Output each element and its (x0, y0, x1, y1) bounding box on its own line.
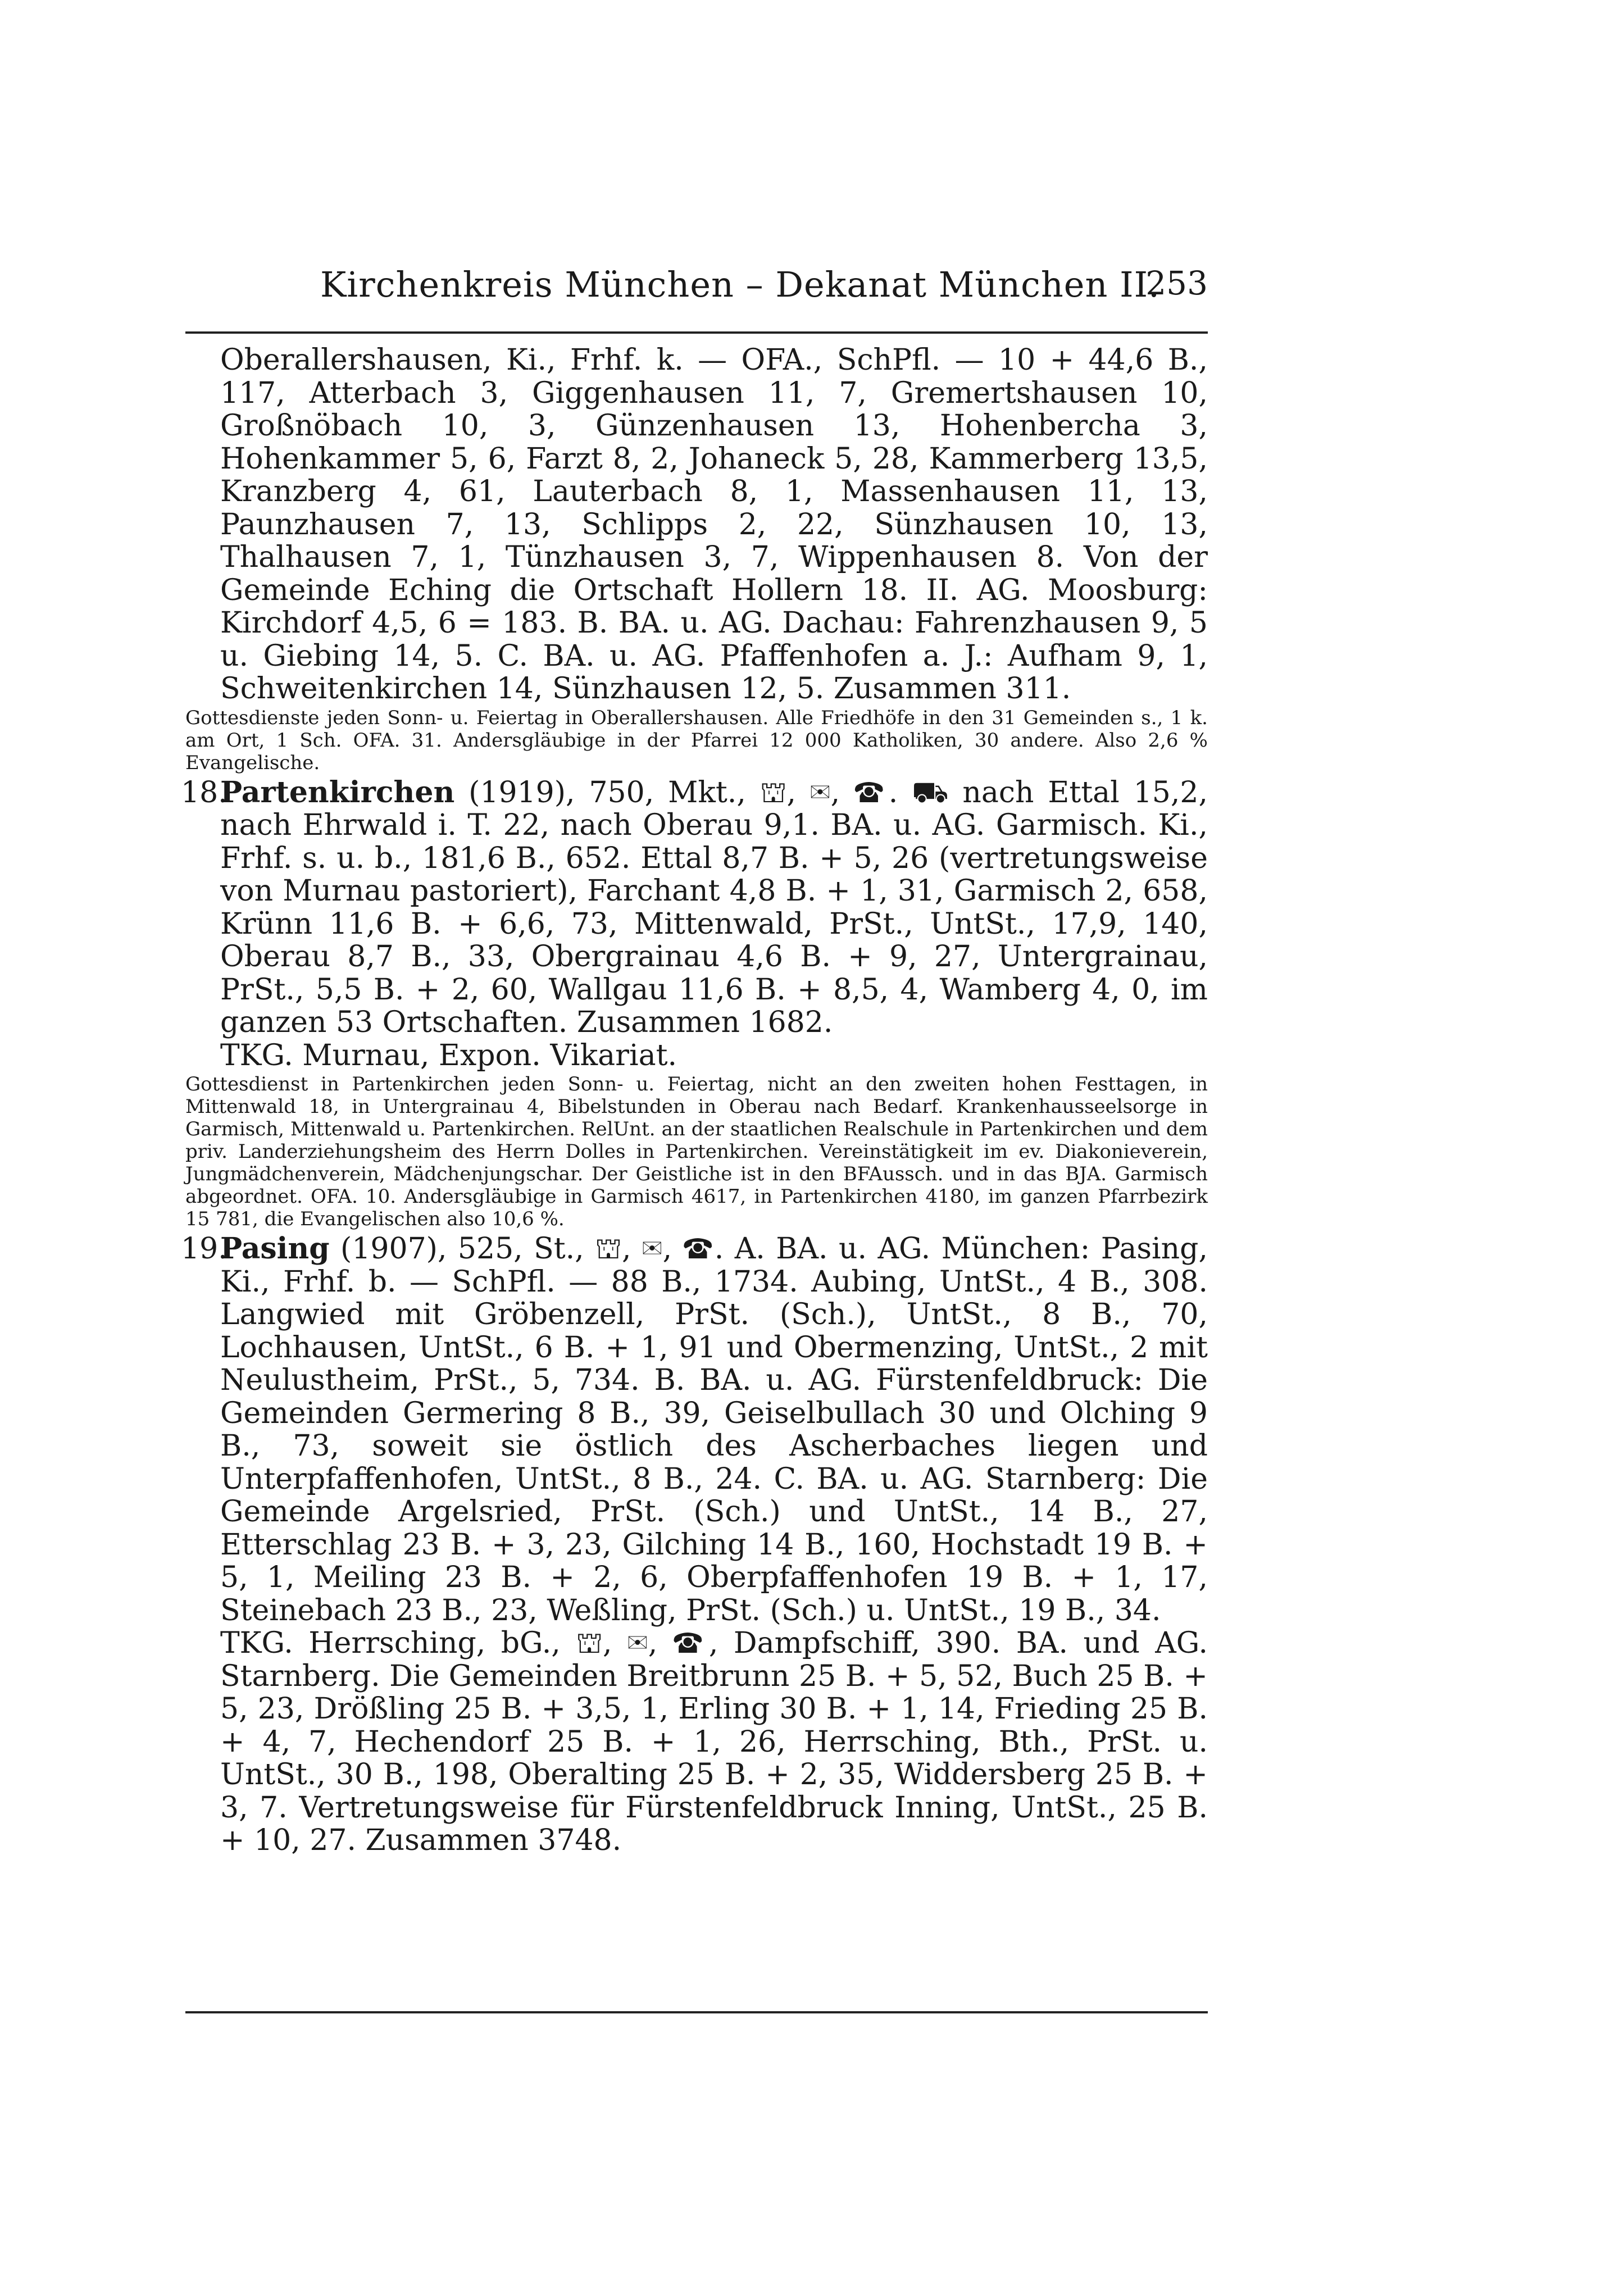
entry-partenkirchen (181, 775, 1208, 1231)
page-number: 253 (1145, 264, 1208, 302)
entry-name: Pasing (220, 1231, 330, 1266)
entry-paragraph (220, 1233, 1208, 1627)
continuation-note-block (185, 707, 1208, 774)
continuation-block (185, 344, 1208, 706)
running-title: Kirchenkreis München – Dekanat München II. (320, 264, 1160, 305)
entry-text: (1919), 750, Mkt., ⛫, ✉, ☎. ⛟ nach Ettal 15,2, nach Ehrwald i. T. 22, nach Oberau 9,1. BA. u. AG. Garmisch. Ki., Frhf. s. u. b., 181,6 B., 652. Ettal 8,7 B. + 5, 26 (vertretungsweise von Murnau pastoriert), Farchant 4,8 B. + 1, 31, Garmisch 2, 658, Krünn 11,6 B. + 6,6, 73, Mittenwald, PrSt., UntSt., 17,9, 140, Oberau 8,7 B., 33, Obergrainau 4,6 B. + 9, 27, Untergrainau, PrSt., 5,5 B. + 2, 60, Wallgau 11,6 B. + 8,5, 4, Wamberg 4, 0, im ganzen 53 Ortschaften. Zusammen 1682. (220, 775, 1208, 1039)
entry-paragraph (220, 776, 1208, 1039)
entry-name: Partenkirchen (220, 775, 455, 810)
entry-tkg: TKG. Herrsching, bG., ⛫, ✉, ☎, Dampfschiff, 390. BA. und AG. Starnberg. Die Gemeinden Breitbrunn 25 B. + 5, 52, Buch 25 B. + 5, 23, Drößling 25 B. + 3,5, 1, Erling 30 B. + 1, 14, Frieding 25 B. + 4, 7, Hechendorf 25 B. + 1, 26, Herrsching, Bth., PrSt. u. UntSt., 30 B., 198, Oberalting 25 B. + 2, 35, Widdersberg 25 B. + 3, 7. Vertretungsweise für Fürstenfeldbruck Inning, UntSt., 25 B. + 10, 27. Zusammen 3748. (220, 1626, 1208, 1857)
entry-note: Gottesdienst in Partenkirchen jeden Sonn- u. Feiertag, nicht an den zweiten hohen Festtagen, in Mittenwald 18, in Untergrainau 4, Bibelstunden in Oberau nach Bedarf. Krankenhausseelsorge in Garmisch, Mittenwald u. Partenkirchen. RelUnt. an der staatlichen Realschule in Partenkirchen und dem priv. Landerziehungsheim des Herrn Dolles in Partenkirchen. Vereinstätigkeit im ev. Diakonieverein, Jungmädchenverein, Mädchenjungschar. Der Geistliche ist in den BFAussch. und in das BJA. Garmisch abgeordnet. OFA. 10. Andersgläubige in Garmisch 4617, in Partenkirchen 4180, im ganzen Pfarrbezirk 15 781, die Evangelischen also 10,6 %. (185, 1073, 1208, 1230)
entry-tkg: TKG. Murnau, Expon. Vikariat. (220, 1038, 677, 1072)
entry-number: 18. (181, 775, 228, 810)
continuation-paragraph: Oberallershausen, Ki., Frhf. k. — OFA., SchPfl. — 10 + 44,6 B., 117, Atterbach 3, Giggenhausen 11, 7, Gremertshausen 10, Großnöbach 10, 3, Günzenhausen 13, Hohenbercha 3, Hohenkammer 5, 6, Farzt 8, 2, Johaneck 5, 28, Kammerberg 13,5, Kranzberg 4, 61, Lauterbach 8, 1, Massenhausen 11, 13, Paunzhausen 7, 13, Schlipps 2, 22, Sünzhausen 10, 13, Thalhausen 7, 1, Tünzhausen 3, 7, Wippenhausen 8. Von der Gemeinde Eching die Ortschaft Hollern 18. II. AG. Moosburg: Kirchdorf 4,5, 6 = 183. B. BA. u. AG. Dachau: Fahrenzhausen 9, 5 u. Giebing 14, 5. C. BA. u. AG. Pfaffenhofen a. J.: Aufham 9, 1, Schweitenkirchen 14, Sünzhausen 12, 5. Zusammen 311. (220, 343, 1208, 706)
entry-pasing (181, 1231, 1208, 1857)
page-header (185, 264, 1208, 320)
continuation-note: Gottesdienste jeden Sonn- u. Feiertag in Oberallershausen. Alle Friedhöfe in den 31 Gemeinden s., 1 k. am Ort, 1 Sch. OFA. 31. Andersgläubige in der Pfarrei 12 000 Katholiken, 30 andere. Also 2,6 % Evangelische. (185, 706, 1208, 774)
footer-rule (185, 2011, 1208, 2013)
entry-number: 19. (181, 1232, 228, 1266)
entry-text: (1907), 525, St., ⛫, ✉, ☎. A. BA. u. AG. München: Pasing, Ki., Frhf. b. — SchPfl. — 88 B., 1734. Aubing, UntSt., 4 B., 308. Langwied mit Gröbenzell, PrSt. (Sch.), UntSt., 8 B., 70, Lochhausen, UntSt., 6 B. + 1, 91 und Obermenzing, UntSt., 2 mit Neulustheim, PrSt., 5, 734. B. BA. u. AG. Fürstenfeldbruck: Die Gemeinden Germering 8 B., 39, Geiselbullach 30 und Olching 9 B., 73, soweit sie östlich des Ascherbaches liegen und Unterpfaffenhofen, UntSt., 8 B., 24. C. BA. u. AG. Starnberg: Die Gemeinde Argelsried, PrSt. (Sch.) und UntSt., 14 B., 27, Etterschlag 23 B. + 3, 23, Gilching 14 B., 160, Hochstadt 19 B. + 5, 1, Meiling 23 B. + 2, 6, Oberpfaffenhofen 19 B. + 1, 17, Steinebach 23 B., 23, Weßling, PrSt. (Sch.) u. UntSt., 19 B., 34. (220, 1232, 1208, 1627)
page-content (181, 343, 1208, 1857)
header-rule (185, 331, 1208, 334)
